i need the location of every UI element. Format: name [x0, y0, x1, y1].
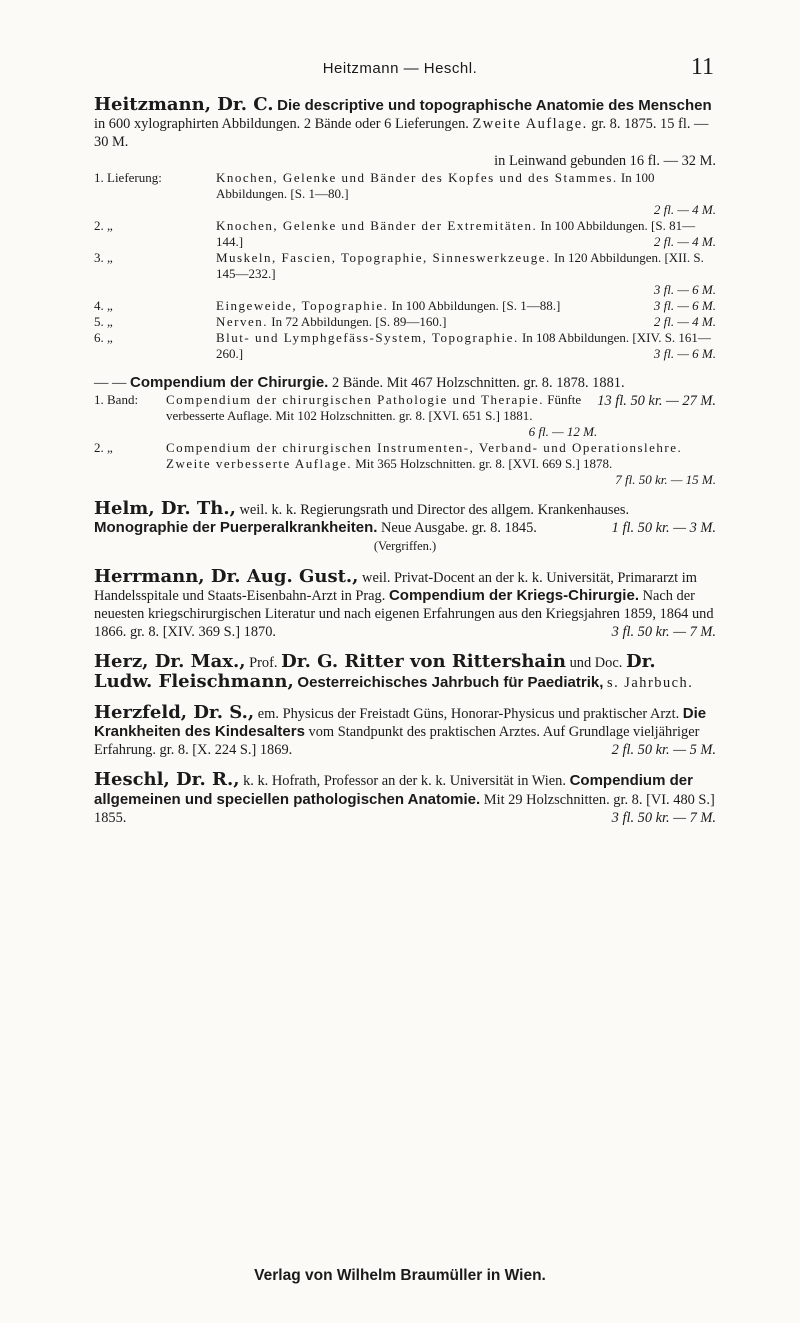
- entry-note: (Vergriffen.): [373, 539, 437, 554]
- entry-title: Compendium der Kriegs-Chirurgie.: [388, 586, 639, 604]
- part-label: 1. Lieferung:: [94, 169, 162, 185]
- entry-price: 2 fl. 50 kr. — 5 M.: [611, 742, 716, 759]
- entry-author: Helm, Dr. Th.,: [94, 498, 236, 520]
- entry-description: 2 Bände. Mit 467 Holzschnitten. gr. 8. 1878. 1881.: [331, 374, 625, 391]
- part-price: 3 fl. — 6 M.: [653, 281, 716, 297]
- entry-herrmann: [94, 565, 716, 642]
- entry-description: k. k. Hofrath, Professor an der k. k. Universität in Wien.: [243, 773, 566, 790]
- part-price: 2 fl. — 4 M.: [653, 233, 716, 249]
- entry-helm: [94, 500, 716, 556]
- part-price: 3 fl. — 6 M.: [653, 345, 716, 361]
- entry-price: 13 fl. 50 kr. — 27 M.: [597, 393, 716, 410]
- entry-title: Compendium der Chirurgie.: [130, 373, 329, 391]
- part-detail: In 108 Abbildungen. [XIV. S. 161—260.]: [216, 329, 711, 361]
- part-label: 6. „: [94, 329, 113, 345]
- part-price: 7 fl. 50 kr. — 15 M.: [615, 472, 716, 488]
- catalog-entries: [94, 96, 716, 839]
- part-detail: In 120 Abbildungen. [XII. S. 145—232.]: [216, 249, 704, 281]
- entry-herzfeld: [94, 701, 716, 760]
- part-price: 2 fl. — 4 M.: [653, 313, 716, 329]
- entry-description: weil. k. k. Regierungsrath und Director des allgem. Krankenhauses.: [239, 502, 630, 519]
- part-list: [94, 170, 716, 362]
- entry-author: Herz, Dr. Max.,: [94, 651, 246, 673]
- part-topic: Blut- und Lymphgefäss-System, Topographie.: [216, 329, 519, 345]
- entry-description-2: vom Standpunkt des praktischen Arztes. Auf Grundlage vieljähriger Erfahrung. gr. 8. [X. 224 S.] 1869.: [94, 724, 700, 759]
- entry-title: Compendium der allgemeinen und speciellen pathologischen Anatomie.: [94, 772, 693, 808]
- running-head-title: Heitzmann — Heschl.: [322, 60, 478, 77]
- part-label: 3. „: [94, 249, 113, 265]
- entry-price: 3 fl. 50 kr. — 7 M.: [611, 809, 716, 826]
- part-detail: In 100 Abbildungen. [S. 81—144.]: [216, 217, 696, 249]
- part-label: 4. „: [94, 297, 113, 313]
- part-price: 6 fl. — 12 M.: [528, 424, 598, 440]
- entry-description: in 600 xylographirten Abbildungen. 2 Bände oder 6 Lieferungen.: [94, 116, 469, 133]
- part-topic: Knochen, Gelenke und Bänder des Kopfes und des Stammes.: [216, 169, 618, 185]
- list-item: [94, 330, 716, 362]
- list-item: [94, 314, 716, 330]
- entry-description-2: Nach der neuesten kriegschirurgischen Literatur und nach eigenen Erfahrungen aus den Kriegsjahren 1859, 1864 und 1866. gr. 8. [XIV. 369 S.] 1870.: [94, 587, 714, 641]
- part-topic: Compendium der chirurgischen Instrumenten-, Verband- und Operationslehre.: [166, 440, 683, 456]
- entry-publication: gr. 8. 1875. 15 fl. — 30 M.: [94, 116, 709, 151]
- part-topic: Muskeln, Fascien, Topographie, Sinneswerkzeuge.: [216, 249, 551, 265]
- entry-description-2: Neue Ausgabe. gr. 8. 1845.: [381, 520, 537, 537]
- part-topic: Compendium der chirurgischen Pathologie und Therapie.: [166, 392, 544, 408]
- part-topic: Eingeweide, Topographie.: [216, 297, 389, 313]
- entry-description-2: und Doc.: [569, 655, 623, 672]
- entry-heitzmann: [94, 96, 716, 362]
- part-label: 5. „: [94, 313, 113, 329]
- page-number: 11: [690, 54, 714, 80]
- part-detail: Mit 102 Holzschnitten. gr. 8. [XVI. 651 S.] 1881.: [275, 408, 533, 424]
- list-item: [94, 392, 597, 440]
- list-item: [94, 170, 716, 218]
- entry-title: Die descriptive und topographische Anatomie des Menschen: [277, 97, 712, 114]
- entry-description: Prof.: [249, 655, 278, 672]
- part-edition: Fünfte verbesserte Auflage.: [166, 392, 582, 424]
- entry-author-3: Dr. Ludw. Fleischmann,: [94, 651, 656, 692]
- entry-description: em. Physicus der Freistadt Güns, Honorar-Physicus und praktischer Arzt.: [257, 705, 680, 722]
- part-label: 2. „: [94, 217, 113, 233]
- entry-binding-price: in Leinwand gebunden 16 fl. — 32 M.: [494, 152, 716, 169]
- part-price: 3 fl. — 6 M.: [653, 297, 716, 313]
- part-edition: Zweite verbesserte Auflage.: [166, 456, 352, 472]
- entry-author-2: Dr. G. Ritter von Rittershain: [281, 651, 566, 673]
- part-detail: In 100 Abbildungen. [S. 1—88.]: [391, 297, 561, 313]
- list-item: [94, 440, 716, 488]
- part-detail: Mit 365 Holzschnitten. gr. 8. [XVI. 669 S.] 1878.: [355, 456, 613, 472]
- entry-price: 1 fl. 50 kr. — 3 M.: [611, 520, 716, 537]
- publisher-imprint: Verlag von Wilhelm Braumüller in Wien.: [254, 1267, 546, 1284]
- list-item: [94, 218, 716, 250]
- entry-title: Oesterreichisches Jahrbuch für Paediatrik,: [297, 673, 604, 691]
- entry-reference: s. Jahrbuch.: [606, 674, 694, 691]
- entry-title: Die Krankheiten des Kindesalters: [94, 704, 707, 741]
- part-label: 1. Band:: [94, 392, 139, 408]
- entry-title: Monographie der Puerperalkrankheiten.: [94, 519, 378, 537]
- entry-description-2: Mit 29 Holzschnitten. gr. 8. [VI. 480 S.] 1855.: [94, 791, 715, 826]
- entry-edition: Zweite Auflage.: [472, 116, 588, 133]
- part-topic: Nerven.: [216, 313, 269, 329]
- entry-heschl: [94, 771, 716, 827]
- entry-description: weil. Privat-Docent an der k. k. Universität, Primararzt im Handelsspitale und Staats-Eisenbahn-Arzt in Prag.: [94, 569, 697, 604]
- ditto-dash: — —: [94, 374, 127, 391]
- part-detail: In 72 Abbildungen. [S. 89—160.]: [271, 313, 447, 329]
- list-item: [94, 298, 716, 314]
- part-price: 2 fl. — 4 M.: [653, 201, 716, 217]
- entry-author: Heschl, Dr. R.,: [94, 769, 240, 791]
- entry-compendium-chirurgie: [94, 374, 716, 488]
- entry-price: 3 fl. 50 kr. — 7 M.: [611, 624, 716, 641]
- entry-herz: [94, 653, 716, 691]
- part-detail: In 100 Abbildungen. [S. 1—80.]: [216, 169, 655, 201]
- entry-author: Herzfeld, Dr. S.,: [94, 701, 255, 723]
- list-item: [94, 250, 716, 298]
- part-topic: Knochen, Gelenke und Bänder der Extremitäten.: [216, 217, 538, 233]
- entry-author: Heitzmann, Dr. C.: [94, 94, 274, 115]
- entry-author: Herrmann, Dr. Aug. Gust.,: [94, 565, 359, 587]
- part-label: 2. „: [94, 440, 113, 456]
